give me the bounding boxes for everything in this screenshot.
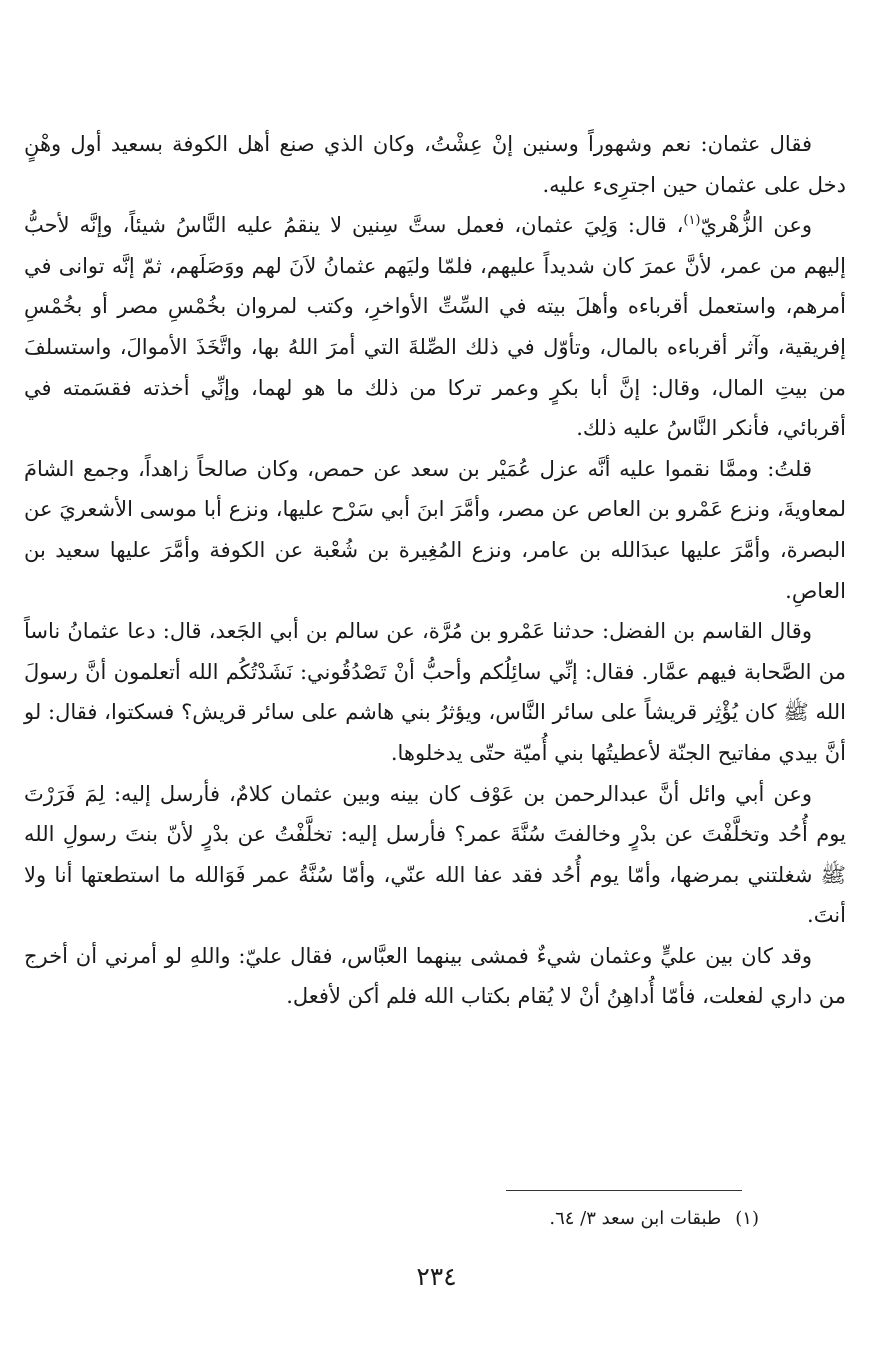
paragraph-qasim: وقال القاسم بن الفضل: حدثنا عَمْرو بن مُرَّة، عن سالم بن أبي الجَعد، قال: دعا عثمانُ ناساً من الصَّحابة فيهم عمَّار. فقال: إنِّي سائِلُكم وأحبُّ أنْ تَصْدُقُوني: نَشَدْتُكُم الله أتعلمون أنَّ رسولَ الله ﷺ كان يُؤْثِر قريشاً على سائر النَّاس، ويؤثرُ بني هاشم على سائر قريش؟ فسكتوا، فقال: لو أنَّ بيدي مفاتيح الجنّة لأعطيتُها بني أُميّة حتّى يدخلوها. xyxy=(24,619,846,765)
footnote-divider xyxy=(506,1190,742,1191)
paragraph-uthman-reply: فقال عثمان: نعم وشهوراً وسنين إنْ عِشْتُ، وكان الذي صنع أهل الكوفة بسعيد أول وهْنٍ دخل على عثمان حين اجترِىء عليه. xyxy=(24,132,846,197)
footnote-number: (١) xyxy=(735,1208,759,1229)
zuhri-body: ، قال: وَلِيَ عثمان، فعمل ستَّ سِنين لا ينقمُ عليه النَّاسُ شيئاً، وإنَّه لأحبُّ إليهم من عمر، لأنَّ عمرَ كان شديداً عليهم، فلمّا وليَهم عثمانُ لاَنَ لهم ووَصَلَهم، ثمّ إنَّه توانى في أمرهم، واستعمل أقرباءه وأهلَ بيته في السِّتِّ الأواخرِ، وكتب لمروان بخُمْسِ مصر أو بخُمْسِ إفريقية، وآثر أقرباءه بالمال، وتأوّل في ذلك الصِّلةَ التي أمرَ اللهُ بها، واتَّخَذَ الأموالَ، واستسلفَ من بيتِ المال، وقال: إنَّ أبا بكرٍ وعمر تركا من ذلك ما هو لهما، وإنِّي أخذته فقسَمته في أقربائي، فأنكر النَّاسُ عليه ذلك. xyxy=(24,213,846,441)
page-number: ٢٣٤ xyxy=(416,1262,457,1291)
paragraph-zuhri xyxy=(24,205,846,449)
paragraph-abu-wail: وعن أبي وائل أنَّ عبدالرحمن بن عَوْف كان بينه وبين عثمان كلامٌ، فأرسل إليه: لِمَ فَرَرْتَ يوم أُحُد وتخلَّفْتَ عن بدْرٍ وخالفتَ سُنَّةَ عمر؟ فأرسل إليه: تخلَّفْتُ عن بدْرٍ لأنّ بنتَ رسولِ الله ﷺ شغلتني بمرضها، وأمّا يوم أُحُد فقد عفا الله عنّي، وأمّا سُنَّةُ عمر فَوَالله ما استطعتها أنا ولا أنتَ. xyxy=(24,781,846,928)
paragraph-qultu: قلتُ: وممَّا نقموا عليه أنَّه عزل عُمَيْر بن سعد عن حمص، وكان صالحاً زاهداً، وجمع الشامَ لمعاويةَ، ونزع عَمْرو بن العاص عن مصر، وأمَّرَ ابنَ أبي سَرْح عليها، ونزع أبا موسى الأشعريَ عن البصرة، وأمَّرَ عليها عبدَالله بن عامر، ونزع المُغِيرة بن شُعْبة عن الكوفة وأمَّرَ عليها سعيد بن العاصِ. xyxy=(24,456,846,603)
main-text xyxy=(24,124,846,1017)
footnote-marker: (١) xyxy=(683,213,701,229)
zuhri-intro: وعن الزُّهْريّ xyxy=(700,213,812,238)
paragraph-ali-uthman: وقد كان بين عليٍّ وعثمان شيءٌ فمشى بينهما العبَّاس، فقال عليّ: واللهِ لو أمرني أن أخرج من داري لفعلت، فأمّا أُداهِنُ أنْ لا يُقام بكتاب الله فلم أكن لأفعل. xyxy=(24,943,846,1009)
footnote xyxy=(549,1206,759,1232)
footnote-text: طبقات ابن سعد ٣/ ٦٤. xyxy=(549,1208,722,1229)
